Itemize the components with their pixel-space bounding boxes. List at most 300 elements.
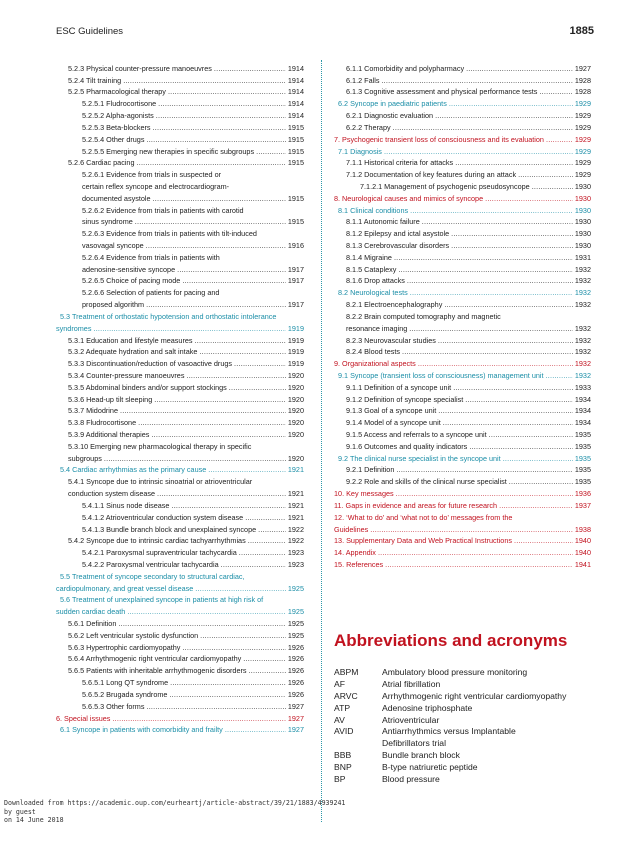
abbreviation-definition: Adenosine triphosphate xyxy=(382,702,473,713)
abbreviation-definition: Atrioventricular xyxy=(382,714,440,725)
toc-entry xyxy=(334,381,591,393)
toc-entry-title: 5.3.4 Counter-pressure manoeuvres xyxy=(68,370,185,380)
toc-entry[interactable] xyxy=(334,192,591,204)
toc-entry-page: 1929 xyxy=(574,170,591,180)
toc-entry[interactable] xyxy=(56,464,304,476)
toc-entry-title: 5.4.1 Syncope due to intrinsic sinoatrial or atrioventricular xyxy=(68,477,253,487)
toc-entry-title: 14. Appendix xyxy=(334,548,376,558)
toc-entry-page: 1929 xyxy=(574,146,591,156)
toc-leader-dots xyxy=(135,216,286,227)
toc-entry xyxy=(56,558,304,570)
toc-leader-dots xyxy=(396,464,572,475)
toc-entry-title: 5.4.2.2 Paroxysmal ventricular tachycardia xyxy=(82,559,219,569)
toc-entry-title: 5.2.5.1 Fludrocortisone xyxy=(82,99,157,109)
toc-leader-dots xyxy=(407,275,573,286)
toc-entry-page: 1920 xyxy=(287,370,304,380)
toc-entry xyxy=(334,251,591,263)
toc-leader-dots xyxy=(158,98,286,109)
toc-entry-page: 1933 xyxy=(574,382,591,392)
toc-leader-dots xyxy=(509,476,573,487)
toc-entry-title: 8.2.3 Neurovascular studies xyxy=(346,335,436,345)
toc-entry xyxy=(334,464,591,476)
toc-entry-title: 5.2.6.4 Evidence from trials in patients with xyxy=(82,252,220,262)
toc-leader-dots xyxy=(146,299,286,310)
toc-entry-title: 8.1.4 Migraine xyxy=(346,252,392,262)
toc-entry-title: resonance imaging xyxy=(346,323,408,333)
toc-entry[interactable] xyxy=(56,310,304,322)
toc-entry-title: 5.2.6.1 Evidence from trials in suspected or xyxy=(82,170,222,180)
toc-entry-title: 5.6.1 Definition xyxy=(68,619,117,628)
toc-entry-page: 1914 xyxy=(287,111,304,121)
toc-entry-page: 1926 xyxy=(287,666,304,676)
toc-entry-page: 1915 xyxy=(287,158,304,168)
toc-leader-dots xyxy=(370,524,573,535)
toc-entry-title: 9.2 The clinical nurse specialist in the syncope unit xyxy=(338,453,501,463)
toc-entry-title: 6.2 Syncope in paediatric patients xyxy=(338,99,447,109)
toc-entry xyxy=(334,405,591,417)
toc-entry-title: 5.4.1.2 Atrioventricular conduction system disease xyxy=(82,512,244,522)
toc-entry xyxy=(334,168,591,180)
toc-entry-page: 1925 xyxy=(287,607,304,617)
toc-entry xyxy=(56,298,304,310)
toc-leader-dots xyxy=(171,500,285,511)
toc-entry xyxy=(334,239,591,251)
toc-leader-dots xyxy=(435,110,573,121)
toc-entry-page: 1917 xyxy=(287,276,304,286)
toc-entry xyxy=(56,168,304,180)
toc-entry[interactable] xyxy=(334,97,591,109)
toc-entry-title: 5.2.5 Pharmacological therapy xyxy=(68,87,166,97)
toc-entry[interactable] xyxy=(334,523,591,535)
toc-entry-title: 5.2.6.6 Selection of patients for pacing and xyxy=(82,288,220,298)
toc-leader-dots xyxy=(243,653,286,664)
toc-entry-title: syndromes xyxy=(56,323,92,333)
toc-leader-dots xyxy=(449,98,573,109)
download-watermark xyxy=(4,799,345,825)
toc-entry[interactable] xyxy=(56,724,304,736)
toc-entry-page: 1936 xyxy=(574,489,591,499)
abbreviation-row xyxy=(334,726,614,738)
toc-entry-title: 5.2.6.2 Evidence from trials in patients with carotid xyxy=(82,205,244,215)
toc-entry xyxy=(56,239,304,251)
toc-entry xyxy=(56,405,304,417)
toc-entry[interactable] xyxy=(334,133,591,145)
toc-leader-dots xyxy=(444,299,573,310)
abbreviation-term: AF xyxy=(334,678,345,689)
toc-entry xyxy=(56,428,304,440)
toc-entry-page: 1921 xyxy=(287,489,304,499)
toc-entry-page: 1928 xyxy=(574,87,591,97)
toc-entry-title: 6.1 Syncope in patients with comorbidity and frailty xyxy=(60,725,223,735)
toc-entry xyxy=(56,641,304,653)
toc-entry-title: adenosine-sensitive syncope xyxy=(82,264,176,274)
toc-entry-title: 5.4 Cardiac arrhythmias as the primary cause xyxy=(60,465,207,475)
toc-entry xyxy=(56,452,304,464)
toc-entry xyxy=(56,629,304,641)
toc-entry[interactable] xyxy=(334,499,591,511)
toc-entry-page: 1929 xyxy=(574,111,591,121)
toc-entry-title: 5.3.8 Fludrocortisone xyxy=(68,418,137,428)
abbreviation-definition: Antiarrhythmics versus Implantable xyxy=(382,726,516,737)
toc-entry[interactable] xyxy=(56,712,304,724)
toc-entry-title: 9.1 Syncope (transient loss of consciousness) management unit xyxy=(338,370,544,380)
toc-entry-title: 5.3.3 Discontinuation/reduction of vasoactive drugs xyxy=(68,359,233,369)
toc-leader-dots xyxy=(137,157,286,168)
toc-entry[interactable] xyxy=(334,546,591,558)
toc-leader-dots xyxy=(225,724,286,735)
toc-leader-dots xyxy=(154,394,286,405)
toc-leader-dots xyxy=(229,382,286,393)
toc-leader-dots xyxy=(234,358,286,369)
toc-entry-title: documented asystole xyxy=(82,193,151,203)
toc-entry-title: 5.4.1.3 Bundle branch block and unexplained syncope xyxy=(82,524,257,534)
toc-entry-page: 1940 xyxy=(574,548,591,558)
toc-entry-page: 1920 xyxy=(287,453,304,463)
toc-entry-title: 5.6.5.2 Brugada syndrome xyxy=(82,689,168,699)
toc-leader-dots xyxy=(186,370,285,381)
toc-entry-title: 15. References xyxy=(334,559,384,569)
toc-entry xyxy=(56,357,304,369)
toc-entry-title: 5.3.10 Emerging new pharmacological therapy in specific xyxy=(68,441,252,451)
toc-entry-page: 1926 xyxy=(287,678,304,688)
toc-leader-dots xyxy=(120,405,286,416)
toc-entry-title: 5.6.3 Hypertrophic cardiomyopathy xyxy=(68,642,181,652)
toc-leader-dots xyxy=(466,63,573,74)
toc-entry-title: 5.2.6.3 Evidence from trials in patients with tilt-induced xyxy=(82,229,257,239)
toc-entry-title: 5.6.5.3 Other forms xyxy=(82,701,145,711)
toc-leader-dots xyxy=(485,193,573,204)
toc-entry xyxy=(56,346,304,358)
toc-entry xyxy=(334,275,591,287)
toc-entry-title: 6.1.3 Cognitive assessment and physical performance tests xyxy=(346,87,538,97)
toc-leader-dots xyxy=(146,134,285,145)
toc-entry-title: 5.3.7 Midodrine xyxy=(68,406,118,416)
toc-entry-page: 1916 xyxy=(287,241,304,250)
toc-entry xyxy=(56,204,304,216)
toc-entry xyxy=(56,334,304,346)
toc-entry xyxy=(56,511,304,523)
page-number: 1885 xyxy=(569,25,594,37)
toc-entry-page: 1925 xyxy=(287,630,304,640)
abbreviation-definition: Ambulatory blood pressure monitoring xyxy=(382,667,528,677)
toc-leader-dots xyxy=(402,346,573,357)
toc-entry-title: 9.2.2 Role and skills of the clinical nurse specialist xyxy=(346,477,507,487)
toc-entry xyxy=(334,86,591,98)
toc-entry-page: 1932 xyxy=(574,300,591,310)
toc-entry-page: 1914 xyxy=(287,75,304,85)
toc-entry xyxy=(56,676,304,688)
toc-entry xyxy=(334,263,591,275)
toc-entry-page: 1934 xyxy=(574,418,591,428)
toc-leader-dots xyxy=(182,642,285,653)
toc-entry-page: 1930 xyxy=(574,241,591,250)
toc-entry[interactable] xyxy=(334,357,591,369)
toc-entry-page: 1935 xyxy=(574,441,591,451)
toc-leader-dots xyxy=(489,429,573,440)
toc-leader-dots xyxy=(394,252,573,263)
abbreviation-definition: Atrial fibrillation xyxy=(382,678,441,689)
toc-entry-page: 1914 xyxy=(287,99,304,109)
abbreviation-row xyxy=(334,715,614,727)
toc-entry xyxy=(56,381,304,393)
toc-leader-dots xyxy=(146,701,285,712)
toc-leader-dots xyxy=(170,677,286,688)
toc-entry-page: 1930 xyxy=(574,229,591,239)
toc-entry-page: 1920 xyxy=(287,406,304,416)
toc-entry-page: 1929 xyxy=(574,134,591,144)
toc-leader-dots xyxy=(469,441,573,452)
toc-entry-title: subgroups xyxy=(68,453,102,463)
toc-leader-dots xyxy=(546,370,573,381)
toc-entry xyxy=(334,428,591,440)
toc-entry xyxy=(56,275,304,287)
toc-entry-title: 5.2.4 Tilt training xyxy=(68,75,122,85)
toc-leader-dots xyxy=(112,713,285,724)
toc-entry-page: 1919 xyxy=(287,347,304,357)
toc-entry-page: 1932 xyxy=(574,370,591,380)
toc-entry-title: 5.5 Treatment of syncope secondary to structural cardiac, xyxy=(60,571,245,581)
toc-leader-dots xyxy=(146,240,286,251)
toc-entry-title: 6.1.2 Falls xyxy=(346,75,380,85)
toc-entry-page: 1915 xyxy=(287,146,304,156)
toc-entry-title: 8.1.2 Epilepsy and ictal asystole xyxy=(346,229,450,239)
toc-entry-page: 1930 xyxy=(574,181,591,191)
toc-leader-dots xyxy=(518,169,573,180)
toc-leader-dots xyxy=(422,216,573,227)
abbreviation-term: BP xyxy=(334,774,346,785)
toc-leader-dots xyxy=(249,665,286,676)
toc-entry[interactable] xyxy=(334,452,591,464)
toc-entry-page: 1932 xyxy=(574,335,591,345)
toc-entry xyxy=(56,700,304,712)
toc-entry-title: 5.6.4 Arrhythmogenic right ventricular cardiomyopathy xyxy=(68,654,242,664)
toc-entry xyxy=(56,133,304,145)
toc-entry xyxy=(334,310,591,322)
toc-entry-page: 1926 xyxy=(287,654,304,664)
toc-entry[interactable] xyxy=(334,286,591,298)
toc-entry[interactable] xyxy=(334,535,591,547)
toc-entry[interactable] xyxy=(334,369,591,381)
toc-entry xyxy=(334,346,591,358)
toc-entry-page: 1921 xyxy=(287,500,304,510)
toc-leader-dots xyxy=(127,606,286,617)
toc-entry-title: 9.1.4 Model of a syncope unit xyxy=(346,418,441,428)
toc-entry-title: Guidelines xyxy=(334,524,369,534)
abbreviations-list xyxy=(334,667,614,786)
toc-leader-dots xyxy=(385,559,573,570)
toc-leader-dots xyxy=(214,63,286,74)
toc-leader-dots xyxy=(465,394,573,405)
toc-entry[interactable] xyxy=(56,594,304,606)
abbreviation-term: ARVC xyxy=(334,690,358,701)
toc-entry-page: 1927 xyxy=(287,725,304,735)
toc-entry-page: 1914 xyxy=(287,87,304,97)
toc-leader-dots xyxy=(169,689,285,700)
toc-leader-dots xyxy=(195,335,286,346)
toc-leader-dots xyxy=(245,512,286,523)
toc-entry xyxy=(56,499,304,511)
toc-entry xyxy=(56,86,304,98)
toc-entry xyxy=(56,145,304,157)
toc-leader-dots xyxy=(208,464,286,475)
toc-entry xyxy=(56,523,304,535)
toc-entry-page: 1925 xyxy=(287,619,304,628)
toc-entry-title: 12. ‘What to do’ and ‘what not to do’ messages from the xyxy=(334,512,513,522)
toc-entry[interactable] xyxy=(56,322,304,334)
column-divider xyxy=(321,60,322,822)
toc-entry-page: 1932 xyxy=(574,264,591,274)
abbreviation-definition: B-type natriuretic peptide xyxy=(382,762,478,773)
toc-entry-title: 8.2.2 Brain computed tomography and magnetic xyxy=(346,311,501,321)
toc-entry xyxy=(56,109,304,121)
toc-entry xyxy=(56,664,304,676)
toc-entry[interactable] xyxy=(334,145,591,157)
abbreviation-row xyxy=(334,750,614,762)
toc-leader-dots xyxy=(398,264,572,275)
toc-entry xyxy=(56,546,304,558)
toc-entry-title: 8.1.3 Cerebrovascular disorders xyxy=(346,241,450,250)
toc-entry-page: 1920 xyxy=(287,418,304,428)
toc-entry[interactable] xyxy=(334,558,591,570)
toc-leader-dots xyxy=(410,287,573,298)
toc-entry-page: 1930 xyxy=(574,205,591,215)
toc-leader-dots xyxy=(248,535,286,546)
toc-entry-page: 1935 xyxy=(574,477,591,487)
toc-entry xyxy=(56,216,304,228)
toc-entry-page: 1920 xyxy=(287,394,304,404)
toc-leader-dots xyxy=(378,547,573,558)
toc-entry xyxy=(56,369,304,381)
abbreviation-definition: Defibrillators trial xyxy=(382,738,446,749)
toc-entry-title: proposed algorithm xyxy=(82,300,145,310)
toc-entry xyxy=(56,121,304,133)
toc-entry-page: 1922 xyxy=(287,524,304,534)
toc-entry xyxy=(56,251,304,263)
toc-entry xyxy=(56,653,304,665)
toc-entry xyxy=(56,180,304,192)
toc-entry-page: 1915 xyxy=(287,193,304,203)
toc-entry-title: 5.3.1 Education and lifestyle measures xyxy=(68,335,193,345)
abbreviation-row xyxy=(334,667,614,679)
toc-entry-page: 1923 xyxy=(287,548,304,558)
toc-entry-page: 1932 xyxy=(574,359,591,369)
watermark-line: by guest xyxy=(4,807,36,816)
toc-entry-title: 8.1.5 Cataplexy xyxy=(346,264,397,274)
toc-entry-page: 1921 xyxy=(287,465,304,475)
toc-entry-page: 1917 xyxy=(287,264,304,274)
toc-entry xyxy=(56,617,304,629)
toc-entry-title: conduction system disease xyxy=(68,489,156,499)
toc-entry-title: 5.3.2 Adequate hydration and salt intake xyxy=(68,347,198,357)
toc-entry-page: 1928 xyxy=(574,75,591,85)
abbreviation-row xyxy=(334,774,614,786)
toc-entry xyxy=(334,298,591,310)
page-header xyxy=(56,26,594,40)
toc-entry-title: 8.1 Clinical conditions xyxy=(338,205,409,215)
toc-entry-title: 5.6.2 Left ventricular systolic dysfunction xyxy=(68,630,199,640)
toc-entry-title: 7.1.2.1 Management of psychogenic pseudosyncope xyxy=(360,181,530,191)
toc-entry xyxy=(334,216,591,228)
toc-entry-page: 1940 xyxy=(574,536,591,546)
toc-leader-dots xyxy=(157,488,286,499)
toc-entry-title: 5.3 Treatment of orthostatic hypotension and orthostatic intolerance xyxy=(60,311,277,321)
toc-entry-title: 5.2.5.2 Alpha-agonists xyxy=(82,111,154,121)
toc-entry-title: 11. Gaps in evidence and areas for future research xyxy=(334,500,498,510)
toc-entry-page: 1925 xyxy=(287,583,304,593)
toc-entry-title: sudden cardiac death xyxy=(56,607,126,617)
toc-entry-title: 7.1.2 Documentation of key features during an attack xyxy=(346,170,517,180)
toc-entry xyxy=(56,157,304,169)
toc-entry[interactable] xyxy=(334,204,591,216)
toc-entry-title: 7. Psychogenic transient loss of consciousness and its evaluation xyxy=(334,134,544,144)
toc-entry[interactable] xyxy=(56,570,304,582)
toc-entry-page: 1929 xyxy=(574,122,591,132)
toc-leader-dots xyxy=(153,122,286,133)
toc-entry xyxy=(334,416,591,428)
abbreviation-row xyxy=(334,703,614,715)
abbreviation-term: AV xyxy=(334,714,345,725)
toc-leader-dots xyxy=(532,181,573,192)
toc-entry[interactable] xyxy=(56,605,304,617)
toc-leader-dots xyxy=(199,346,285,357)
toc-leader-dots xyxy=(453,382,573,393)
toc-entry xyxy=(56,227,304,239)
toc-entry[interactable] xyxy=(334,511,591,523)
toc-entry-title: 9.1.5 Access and referrals to a syncope unit xyxy=(346,430,487,439)
toc-entry-title: 6.2.1 Diagnostic evaluation xyxy=(346,111,434,121)
toc-entry[interactable] xyxy=(334,487,591,499)
toc-entry-page: 1934 xyxy=(574,394,591,404)
toc-entry-page: 1917 xyxy=(287,300,304,310)
toc-entry-page: 1920 xyxy=(287,382,304,392)
toc-entry-title: 5.3.5 Abdominal binders and/or support stockings xyxy=(68,382,227,392)
toc-leader-dots xyxy=(546,134,573,145)
toc-entry-title: 5.2.5.4 Other drugs xyxy=(82,134,145,144)
toc-leader-dots xyxy=(153,193,286,204)
toc-leader-dots xyxy=(156,110,286,121)
toc-entry-title: 5.2.5.3 Beta-blockers xyxy=(82,122,151,132)
toc-entry xyxy=(56,440,304,452)
toc-entry xyxy=(56,192,304,204)
toc-entry-page: 1922 xyxy=(287,536,304,546)
toc-leader-dots xyxy=(451,228,573,239)
toc-entry[interactable] xyxy=(56,582,304,594)
toc-leader-dots xyxy=(118,618,285,629)
toc-leader-dots xyxy=(384,146,573,157)
toc-leader-dots xyxy=(438,405,573,416)
toc-entry-page: 1941 xyxy=(574,559,591,569)
toc-entry-title: 6.1.1 Comorbidity and polypharmacy xyxy=(346,63,465,73)
toc-entry-title: 7.1.1 Historical criteria for attacks xyxy=(346,158,454,168)
toc-entry xyxy=(334,475,591,487)
toc-entry-title: 10. Key messages xyxy=(334,489,394,499)
toc-entry-page: 1915 xyxy=(287,217,304,227)
toc-entry-page: 1930 xyxy=(574,193,591,203)
toc-leader-dots xyxy=(104,453,286,464)
toc-entry-title: 9. Organizational aspects xyxy=(334,359,416,369)
toc-entry-page: 1914 xyxy=(287,63,304,73)
abbreviation-term: ABPM xyxy=(334,667,359,677)
toc-entry xyxy=(334,322,591,334)
abbreviation-term: BNP xyxy=(334,762,352,773)
toc-entry xyxy=(334,334,591,346)
abbreviation-row xyxy=(334,679,614,691)
toc-entry-title: 5.6.5.1 Long QT syndrome xyxy=(82,678,169,688)
toc-entry-title: 9.1.1 Definition of a syncope unit xyxy=(346,382,452,392)
toc-entry-title: 9.1.6 Outcomes and quality indicators xyxy=(346,441,468,451)
toc-entry-page: 1920 xyxy=(287,430,304,439)
toc-entry-title: 9.1.2 Definition of syncope specialist xyxy=(346,394,464,404)
